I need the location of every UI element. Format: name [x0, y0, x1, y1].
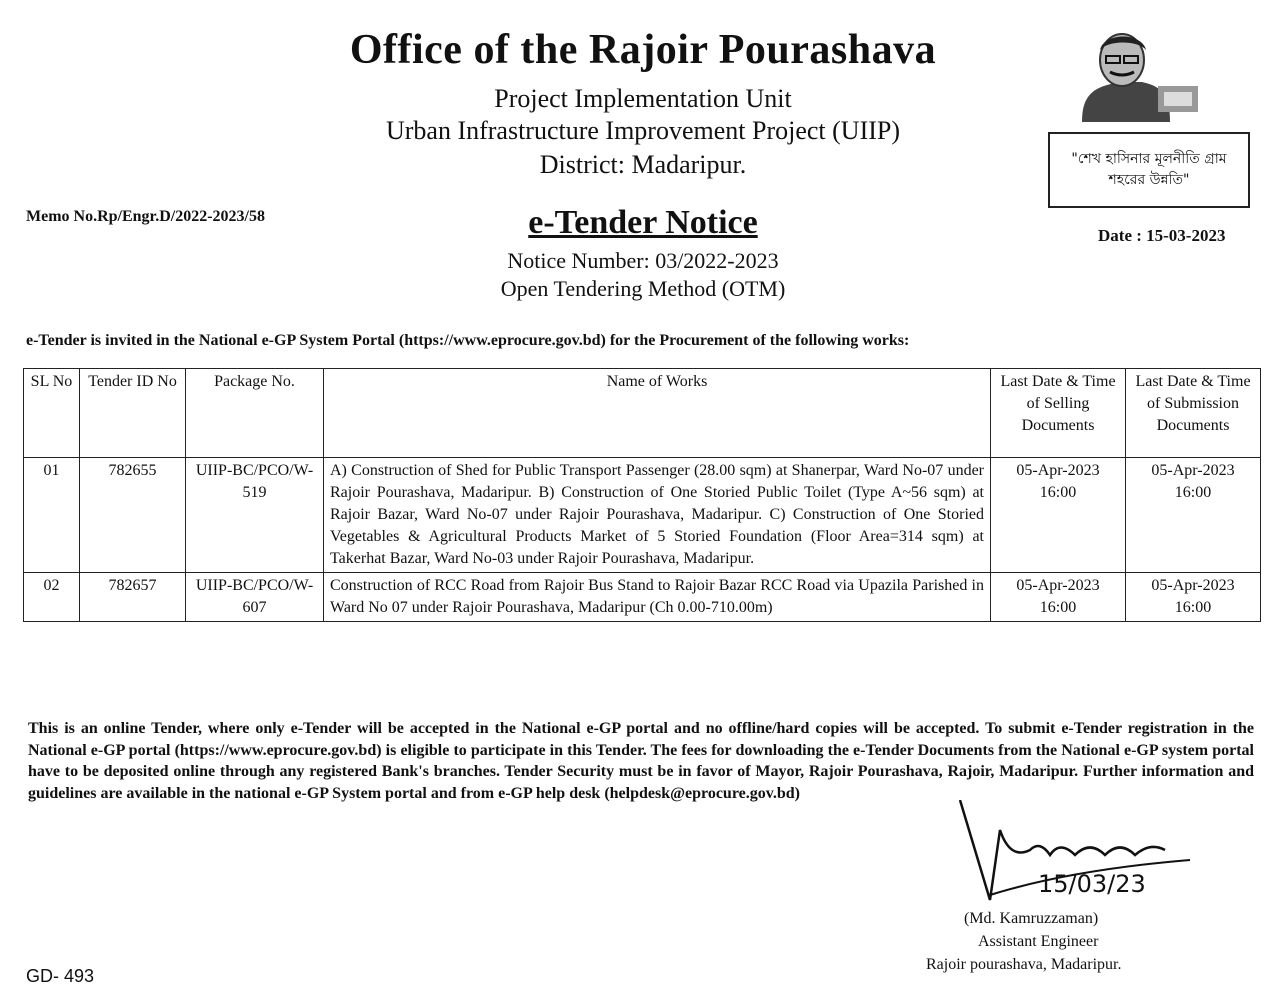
- notice-title: [0, 204, 1286, 242]
- cell-package: UIIP-BC/PCO/W-519: [186, 458, 324, 573]
- signature: [950, 800, 1200, 910]
- cell-works: Construction of RCC Road from Rajoir Bus Stand to Rajoir Bazar RCC Road via Upazila Parished in Ward No 07 under Rajoir Pourashava, Madaripur (Ch 0.00-710.00m): [324, 573, 991, 622]
- tendering-method: Open Tendering Method (OTM): [500, 276, 786, 301]
- gd-number: GD- 493: [26, 966, 95, 986]
- col-header-works: Name of Works: [324, 369, 991, 458]
- cell-sl: 01: [24, 458, 80, 573]
- col-header-selling: Last Date & Time of Selling Documents: [991, 369, 1126, 458]
- unit-line: Project Implementation Unit: [494, 84, 792, 113]
- table-row: [24, 573, 1261, 622]
- cell-selling: 05-Apr-2023 16:00: [991, 573, 1126, 622]
- notice-number: Notice Number: 03/2022-2023: [507, 248, 779, 273]
- table-header-row: [24, 369, 1261, 458]
- memo-number: Memo No.Rp/Engr.D/2022-2023/58: [26, 208, 265, 225]
- slogan-box: "শেখ হাসিনার মূলনীতি গ্রাম শহরের উন্নতি": [1048, 132, 1250, 208]
- signature-date: 15/03/23: [1038, 870, 1146, 898]
- cell-sl: 02: [24, 573, 80, 622]
- col-header-submission: Last Date & Time of Submission Documents: [1126, 369, 1261, 458]
- cell-tender-id: 782655: [80, 458, 186, 573]
- cell-works: A) Construction of Shed for Public Transport Passenger (28.00 sqm) at Shanerpar, Ward No-07 under Rajoir Pourashava, Madaripur. B) Construction of One Storied Public Toilet (Type A~56 sqm) at Rajoir Bazar, Ward No-07 under Rajoir Pourashava, Madaripur. C) Construction of One Storied Vegetables & Agricultural Products Market of 5 Storied Foundation (Floor Area=314 sqm) at Takerhat Bazar, Ward No-03 under Rajoir Pourashava, Madaripur.: [324, 458, 991, 573]
- portrait-image: [1062, 26, 1214, 122]
- col-header-tender-id: Tender ID No: [80, 369, 186, 458]
- footer-paragraph: This is an online Tender, where only e-Tender will be accepted in the National e-GP portal and no offline/hard copies will be accepted. To submit e-Tender registration in the National e-GP portal (https://www.eprocure.gov.bd) is eligible to participate in this Tender. The fees for downloading the e-Tender Documents from the National e-GP system portal have to be deposited online through any registered Bank's branches. Tender Security must be in favor of Mayor, Rajoir Pourashava, Rajoir, Madaripur. Further information and guidelines are available in the national e-GP System portal and from e-GP help desk (helpdesk@eprocure.gov.bd): [28, 720, 1254, 802]
- notice-title-text: e-Tender Notice: [528, 204, 758, 241]
- district-line: District: Madaripur.: [539, 150, 747, 179]
- project-line: Urban Infrastructure Improvement Project (UIIP): [385, 116, 901, 145]
- signer-name: (Md. Kamruzzaman): [964, 910, 1099, 927]
- cell-package: UIIP-BC/PCO/W-607: [186, 573, 324, 622]
- signer-designation: Assistant Engineer: [978, 933, 1099, 950]
- intro-line: e-Tender is invited in the National e-GP System Portal (https://www.eprocure.gov.bd) for the Procurement of the following works:: [26, 332, 910, 349]
- cell-submission: 05-Apr-2023 16:00: [1126, 573, 1261, 622]
- office-title: Office of the Rajoir Pourashava: [349, 27, 937, 73]
- col-header-package: Package No.: [186, 369, 324, 458]
- col-header-sl: SL No: [24, 369, 80, 458]
- table-row: [24, 458, 1261, 573]
- works-table: [23, 368, 1261, 622]
- cell-submission: 05-Apr-2023 16:00: [1126, 458, 1261, 573]
- cell-tender-id: 782657: [80, 573, 186, 622]
- cell-selling: 05-Apr-2023 16:00: [991, 458, 1126, 573]
- signer-office: Rajoir pourashava, Madaripur.: [926, 956, 1122, 973]
- notice-date: Date : 15-03-2023: [1098, 226, 1226, 245]
